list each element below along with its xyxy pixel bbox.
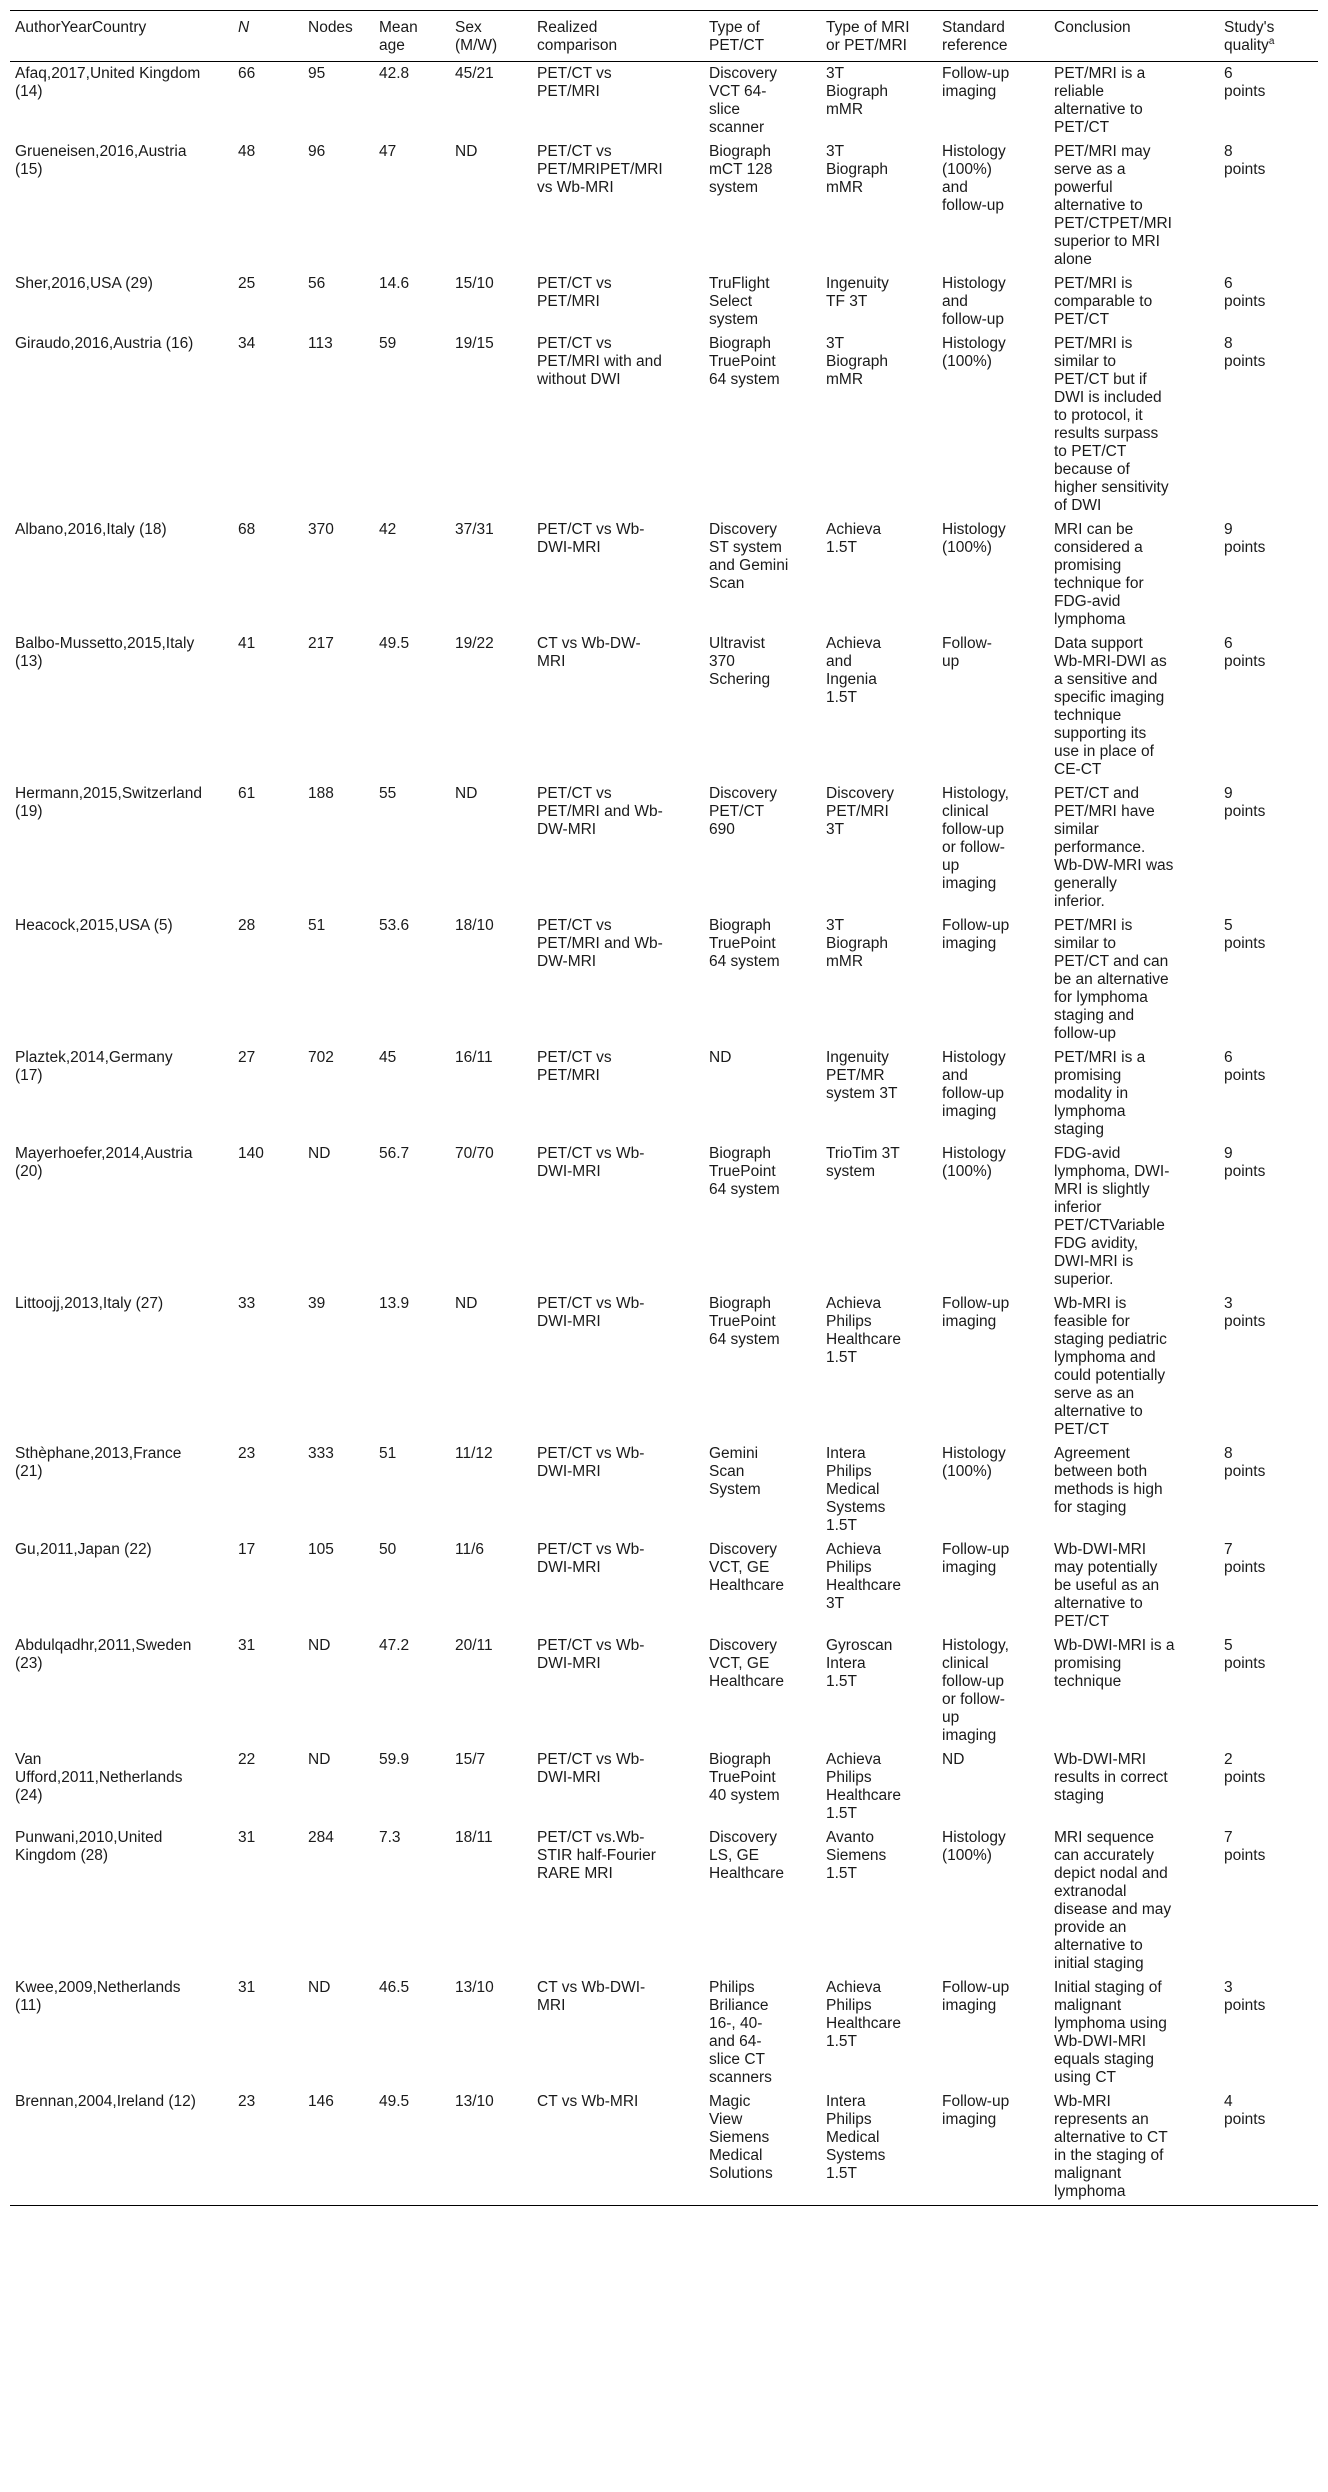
cell-mri-type: 3T Biograph mMR bbox=[826, 917, 889, 970]
header-sex: Sex (M/W) bbox=[450, 11, 532, 62]
cell-n: 66 bbox=[238, 65, 256, 82]
table-row bbox=[10, 1976, 1318, 2090]
cell-standard-reference: ND bbox=[942, 1751, 965, 1768]
cell-mri-type: Intera Philips Medical Systems 1.5T bbox=[826, 1445, 886, 1534]
cell-mri-type: Achieva Philips Healthcare 1.5T bbox=[826, 1295, 901, 1366]
cell-sex: 70/70 bbox=[455, 1145, 494, 1162]
cell-mean-age: 49.5 bbox=[379, 635, 410, 652]
cell-pet-ct-type: Ultravist 370 Schering bbox=[709, 635, 771, 688]
cell-nodes: 95 bbox=[308, 65, 326, 82]
table-row bbox=[10, 332, 1318, 518]
cell-conclusion: Initial staging of malignant lymphoma using Wb-DWI-MRI equals staging using CT bbox=[1054, 1979, 1167, 2086]
header-nodes: Nodes bbox=[303, 11, 374, 62]
cell-conclusion: Wb-DWI-MRI is a promising technique bbox=[1054, 1637, 1175, 1690]
cell-pet-ct-type: Biograph TruePoint 64 system bbox=[709, 1145, 780, 1198]
cell-author: Punwani,2010,United Kingdom (28) bbox=[15, 1829, 163, 1864]
cell-quality: 8 points bbox=[1224, 143, 1266, 178]
cell-quality: 8 points bbox=[1224, 1445, 1266, 1480]
cell-sex: 18/11 bbox=[455, 1829, 493, 1846]
cell-standard-reference: Follow-up imaging bbox=[942, 1979, 1010, 2014]
cell-pet-ct-type: ND bbox=[709, 1049, 732, 1066]
cell-comparison: PET/CT vs.Wb- STIR half-Fourier RARE MRI bbox=[537, 1829, 656, 1882]
cell-quality: 3 points bbox=[1224, 1979, 1266, 2014]
cell-conclusion: Wb-DWI-MRI may potentially be useful as an alternative to PET/CT bbox=[1054, 1541, 1160, 1630]
cell-n: 33 bbox=[238, 1295, 256, 1312]
table-row bbox=[10, 1442, 1318, 1538]
cell-conclusion: PET/MRI is similar to PET/CT but if DWI is included to protocol, it results surpass to PET/CT because of higher sensitivity of DWI bbox=[1054, 335, 1169, 514]
cell-n: 48 bbox=[238, 143, 256, 160]
cell-standard-reference: Histology and follow-up imaging bbox=[942, 1049, 1006, 1120]
table-header-row bbox=[10, 11, 1318, 62]
cell-n: 28 bbox=[238, 917, 256, 934]
table-row bbox=[10, 518, 1318, 632]
table-row bbox=[10, 782, 1318, 914]
footnote-marker: a bbox=[1268, 35, 1275, 47]
cell-sex: 19/22 bbox=[455, 635, 494, 652]
cell-mean-age: 55 bbox=[379, 785, 397, 802]
cell-mean-age: 56.7 bbox=[379, 1145, 410, 1162]
cell-comparison: PET/CT vs Wb- DWI-MRI bbox=[537, 1751, 645, 1786]
cell-n: 31 bbox=[238, 1979, 256, 1996]
cell-mri-type: Ingenuity PET/MR system 3T bbox=[826, 1049, 898, 1102]
cell-n: 61 bbox=[238, 785, 256, 802]
cell-standard-reference: Follow-up imaging bbox=[942, 1295, 1010, 1330]
cell-comparison: PET/CT vs PET/MRIPET/MRI vs Wb-MRI bbox=[537, 143, 663, 196]
header-quality-label: Study's quality bbox=[1224, 19, 1275, 54]
table-row bbox=[10, 1634, 1318, 1748]
header-mean-age: Mean age bbox=[374, 11, 450, 62]
cell-author: Kwee,2009,Netherlands (11) bbox=[15, 1979, 181, 2014]
cell-quality: 5 points bbox=[1224, 1637, 1266, 1672]
cell-quality: 6 points bbox=[1224, 65, 1266, 100]
cell-standard-reference: Histology (100%) bbox=[942, 1445, 1006, 1480]
cell-quality: 9 points bbox=[1224, 785, 1266, 820]
cell-mri-type: Avanto Siemens 1.5T bbox=[826, 1829, 887, 1882]
cell-conclusion: PET/MRI may serve as a powerful alternative to PET/CTPET/MRI superior to MRI alone bbox=[1054, 143, 1172, 268]
cell-n: 31 bbox=[238, 1637, 256, 1654]
cell-comparison: PET/CT vs Wb- DWI-MRI bbox=[537, 1445, 645, 1480]
cell-pet-ct-type: TruFlight Select system bbox=[709, 275, 770, 328]
cell-conclusion: FDG-avid lymphoma, DWI- MRI is slightly inferior PET/CTVariable FDG avidity, DWI-MRI is superior. bbox=[1054, 1145, 1170, 1288]
table-row bbox=[10, 140, 1318, 272]
cell-comparison: PET/CT vs Wb- DWI-MRI bbox=[537, 1145, 645, 1180]
cell-conclusion: Wb-MRI represents an alternative to CT in the staging of malignant lymphoma bbox=[1049, 2090, 1219, 2206]
cell-author: Plaztek,2014,Germany (17) bbox=[15, 1049, 173, 1084]
cell-quality: 6 points bbox=[1224, 1049, 1266, 1084]
cell-sex: 19/15 bbox=[455, 335, 494, 352]
cell-pet-ct-type: Discovery LS, GE Healthcare bbox=[709, 1829, 784, 1882]
cell-n: 27 bbox=[238, 1049, 256, 1066]
cell-comparison: CT vs Wb-DWI- MRI bbox=[537, 1979, 646, 2014]
cell-pet-ct-type: Discovery VCT, GE Healthcare bbox=[709, 1637, 784, 1690]
header-author: AuthorYearCountry bbox=[10, 11, 233, 62]
header-conclusion: Conclusion bbox=[1049, 11, 1219, 62]
cell-pet-ct-type: Discovery PET/CT 690 bbox=[709, 785, 778, 838]
cell-conclusion: PET/CT and PET/MRI have similar performance. Wb-DW-MRI was generally inferior. bbox=[1054, 785, 1174, 910]
table-row bbox=[10, 632, 1318, 782]
cell-standard-reference: Follow- up bbox=[942, 635, 992, 670]
cell-sex: 15/7 bbox=[455, 1751, 486, 1768]
cell-conclusion: PET/MRI is similar to PET/CT and can be an alternative for lymphoma staging and follow-up bbox=[1054, 917, 1169, 1042]
cell-pet-ct-type: Magic View Siemens Medical Solutions bbox=[704, 2090, 821, 2206]
table-row bbox=[10, 1046, 1318, 1142]
cell-author: Mayerhoefer,2014,Austria (20) bbox=[15, 1145, 193, 1180]
cell-mri-type: Intera Philips Medical Systems 1.5T bbox=[821, 2090, 937, 2206]
table-body bbox=[10, 62, 1318, 2206]
cell-nodes: ND bbox=[308, 1145, 331, 1162]
cell-sex: 13/10 bbox=[455, 1979, 494, 1996]
cell-author: Heacock,2015,USA (5) bbox=[15, 917, 173, 934]
cell-nodes: 39 bbox=[308, 1295, 326, 1312]
table-row bbox=[10, 1142, 1318, 1292]
cell-mri-type: TrioTim 3T system bbox=[826, 1145, 900, 1180]
cell-standard-reference: Histology and follow-up bbox=[942, 275, 1006, 328]
header-quality bbox=[1219, 11, 1318, 62]
cell-mean-age: 14.6 bbox=[379, 275, 410, 292]
cell-conclusion: Wb-DWI-MRI results in correct staging bbox=[1054, 1751, 1168, 1804]
cell-mean-age: 47 bbox=[379, 143, 397, 160]
cell-standard-reference: Histology (100%) bbox=[942, 521, 1006, 556]
cell-conclusion: MRI sequence can accurately depict nodal and extranodal disease and may provide an alternative to initial staging bbox=[1054, 1829, 1172, 1972]
cell-author: Sher,2016,USA (29) bbox=[15, 275, 153, 292]
cell-standard-reference: Histology (100%) bbox=[942, 1145, 1006, 1180]
cell-pet-ct-type: Biograph TruePoint 64 system bbox=[709, 335, 780, 388]
table-row bbox=[10, 914, 1318, 1046]
header-pet-ct: Type of PET/CT bbox=[704, 11, 821, 62]
cell-sex: ND bbox=[455, 143, 478, 160]
table-row bbox=[10, 1826, 1318, 1976]
cell-comparison: PET/CT vs PET/MRI bbox=[537, 65, 612, 100]
cell-standard-reference: Histology, clinical follow-up or follow- up imaging bbox=[942, 785, 1009, 892]
cell-author: Hermann,2015,Switzerland (19) bbox=[15, 785, 202, 820]
cell-standard-reference: Histology (100%) bbox=[942, 1829, 1006, 1864]
cell-n: 41 bbox=[238, 635, 256, 652]
cell-conclusion: PET/MRI is comparable to PET/CT bbox=[1054, 275, 1153, 328]
cell-author: Abdulqadhr,2011,Sweden (23) bbox=[15, 1637, 192, 1672]
header-reference: Standard reference bbox=[937, 11, 1049, 62]
cell-author: Brennan,2004,Ireland (12) bbox=[10, 2090, 233, 2206]
cell-mean-age: 7.3 bbox=[379, 1829, 401, 1846]
cell-comparison: PET/CT vs Wb- DWI-MRI bbox=[537, 1637, 645, 1672]
cell-author: Van Ufford,2011,Netherlands (24) bbox=[15, 1751, 183, 1804]
cell-sex: 11/6 bbox=[455, 1541, 485, 1558]
cell-n: 22 bbox=[238, 1751, 256, 1768]
cell-mean-age: 13.9 bbox=[379, 1295, 410, 1312]
cell-mri-type: Ingenuity TF 3T bbox=[826, 275, 889, 310]
cell-quality: 9 points bbox=[1224, 1145, 1266, 1180]
cell-sex: 11/12 bbox=[455, 1445, 493, 1462]
cell-n: 31 bbox=[238, 1829, 256, 1846]
cell-mri-type: Achieva Philips Healthcare 1.5T bbox=[826, 1751, 901, 1822]
cell-sex: 20/11 bbox=[455, 1637, 493, 1654]
cell-mri-type: Achieva Philips Healthcare 1.5T bbox=[826, 1979, 901, 2050]
cell-nodes: ND bbox=[308, 1751, 331, 1768]
cell-author: Afaq,2017,United Kingdom (14) bbox=[15, 65, 201, 100]
cell-n: 68 bbox=[238, 521, 256, 538]
cell-comparison: PET/CT vs Wb- DWI-MRI bbox=[537, 1295, 645, 1330]
cell-nodes: 146 bbox=[303, 2090, 374, 2206]
cell-nodes: 284 bbox=[308, 1829, 334, 1846]
cell-n: 17 bbox=[238, 1541, 256, 1558]
cell-conclusion: PET/MRI is a promising modality in lymphoma staging bbox=[1054, 1049, 1146, 1138]
cell-mean-age: 47.2 bbox=[379, 1637, 410, 1654]
cell-comparison: PET/CT vs Wb- DWI-MRI bbox=[537, 1541, 645, 1576]
cell-author: Balbo-Mussetto,2015,Italy (13) bbox=[15, 635, 195, 670]
cell-n: 25 bbox=[238, 275, 256, 292]
header-mri: Type of MRI or PET/MRI bbox=[821, 11, 937, 62]
cell-pet-ct-type: Discovery VCT, GE Healthcare bbox=[709, 1541, 784, 1594]
cell-quality: 5 points bbox=[1224, 917, 1266, 952]
cell-mean-age: 50 bbox=[379, 1541, 397, 1558]
cell-standard-reference: Follow-up imaging bbox=[937, 2090, 1049, 2206]
cell-mri-type: 3T Biograph mMR bbox=[826, 335, 889, 388]
cell-pet-ct-type: Discovery VCT 64- slice scanner bbox=[709, 65, 778, 136]
cell-nodes: 188 bbox=[308, 785, 334, 802]
cell-sex: 45/21 bbox=[455, 65, 494, 82]
cell-quality: 9 points bbox=[1224, 521, 1266, 556]
cell-standard-reference: Follow-up imaging bbox=[942, 917, 1010, 952]
cell-mean-age: 42.8 bbox=[379, 65, 410, 82]
cell-author: Albano,2016,Italy (18) bbox=[15, 521, 167, 538]
cell-mean-age: 42 bbox=[379, 521, 397, 538]
cell-mri-type: Achieva and Ingenia 1.5T bbox=[826, 635, 882, 706]
cell-mri-type: Achieva Philips Healthcare 3T bbox=[826, 1541, 901, 1612]
cell-pet-ct-type: Gemini Scan System bbox=[709, 1445, 761, 1498]
cell-pet-ct-type: Discovery ST system and Gemini Scan bbox=[709, 521, 789, 592]
table-row bbox=[10, 62, 1318, 141]
cell-quality: 6 points bbox=[1224, 635, 1266, 670]
cell-standard-reference: Histology (100%) bbox=[942, 335, 1006, 370]
cell-nodes: 56 bbox=[308, 275, 326, 292]
header-comparison: Realized comparison bbox=[532, 11, 704, 62]
cell-pet-ct-type: Biograph TruePoint 40 system bbox=[709, 1751, 780, 1804]
cell-mri-type: 3T Biograph mMR bbox=[826, 65, 889, 118]
cell-mean-age: 59.9 bbox=[379, 1751, 410, 1768]
cell-sex: ND bbox=[455, 785, 478, 802]
cell-n: 23 bbox=[238, 1445, 256, 1462]
header-n: N bbox=[233, 11, 303, 62]
cell-mean-age: 45 bbox=[379, 1049, 397, 1066]
cell-comparison: CT vs Wb-MRI bbox=[532, 2090, 704, 2206]
cell-nodes: 51 bbox=[308, 917, 326, 934]
cell-comparison: PET/CT vs Wb- DWI-MRI bbox=[537, 521, 645, 556]
table-row bbox=[10, 1538, 1318, 1634]
cell-comparison: PET/CT vs PET/MRI bbox=[537, 275, 612, 310]
cell-nodes: 333 bbox=[308, 1445, 334, 1462]
cell-author: Sthèphane,2013,France (21) bbox=[15, 1445, 182, 1480]
cell-nodes: 105 bbox=[308, 1541, 334, 1558]
cell-mri-type: Achieva 1.5T bbox=[826, 521, 882, 556]
cell-quality: 8 points bbox=[1224, 335, 1266, 370]
cell-quality: 4 points bbox=[1219, 2090, 1318, 2206]
table-row bbox=[10, 272, 1318, 332]
cell-mean-age: 53.6 bbox=[379, 917, 410, 934]
cell-standard-reference: Histology, clinical follow-up or follow- up imaging bbox=[942, 1637, 1009, 1744]
cell-mri-type: Gyroscan Intera 1.5T bbox=[826, 1637, 893, 1690]
cell-quality: 3 points bbox=[1224, 1295, 1266, 1330]
cell-mean-age: 46.5 bbox=[379, 1979, 410, 1996]
cell-comparison: PET/CT vs PET/MRI and Wb- DW-MRI bbox=[537, 917, 663, 970]
studies-table bbox=[10, 10, 1318, 2206]
cell-conclusion: PET/MRI is a reliable alternative to PET/CT bbox=[1054, 65, 1146, 136]
cell-sex: 15/10 bbox=[455, 275, 494, 292]
cell-conclusion: Agreement between both methods is high for staging bbox=[1054, 1445, 1163, 1516]
cell-sex: 37/31 bbox=[455, 521, 494, 538]
cell-n: 23 bbox=[233, 2090, 303, 2206]
table-row bbox=[10, 1748, 1318, 1826]
cell-standard-reference: Follow-up imaging bbox=[942, 65, 1010, 100]
cell-quality: 2 points bbox=[1224, 1751, 1266, 1786]
cell-nodes: ND bbox=[308, 1637, 331, 1654]
cell-pet-ct-type: Philips Briliance 16-, 40- and 64- slice CT scanners bbox=[709, 1979, 772, 2086]
cell-mean-age: 51 bbox=[379, 1445, 397, 1462]
cell-comparison: PET/CT vs PET/MRI and Wb- DW-MRI bbox=[537, 785, 663, 838]
cell-sex: 13/10 bbox=[450, 2090, 532, 2206]
cell-quality: 7 points bbox=[1224, 1829, 1266, 1864]
cell-mean-age: 59 bbox=[379, 335, 397, 352]
cell-comparison: CT vs Wb-DW- MRI bbox=[537, 635, 641, 670]
cell-mean-age: 49.5 bbox=[374, 2090, 450, 2206]
cell-mri-type: Discovery PET/MRI 3T bbox=[826, 785, 895, 838]
cell-n: 140 bbox=[238, 1145, 264, 1162]
cell-comparison: PET/CT vs PET/MRI with and without DWI bbox=[537, 335, 662, 388]
cell-sex: 16/11 bbox=[455, 1049, 493, 1066]
cell-nodes: 113 bbox=[308, 335, 333, 352]
cell-author: Littoojj,2013,Italy (27) bbox=[15, 1295, 164, 1312]
cell-conclusion: Wb-MRI is feasible for staging pediatric lymphoma and could potentially serve as an alternative to PET/CT bbox=[1054, 1295, 1167, 1438]
cell-nodes: 370 bbox=[308, 521, 334, 538]
cell-quality: 6 points bbox=[1224, 275, 1266, 310]
cell-conclusion: MRI can be considered a promising technique for FDG-avid lymphoma bbox=[1054, 521, 1144, 628]
cell-pet-ct-type: Biograph TruePoint 64 system bbox=[709, 917, 780, 970]
table-row bbox=[10, 2090, 1318, 2206]
cell-n: 34 bbox=[238, 335, 256, 352]
cell-author: Grueneisen,2016,Austria (15) bbox=[15, 143, 187, 178]
cell-standard-reference: Histology (100%) and follow-up bbox=[942, 143, 1006, 214]
table-row bbox=[10, 1292, 1318, 1442]
cell-author: Gu,2011,Japan (22) bbox=[15, 1541, 152, 1558]
cell-nodes: 702 bbox=[308, 1049, 334, 1066]
cell-quality: 7 points bbox=[1224, 1541, 1266, 1576]
cell-sex: ND bbox=[455, 1295, 478, 1312]
cell-pet-ct-type: Biograph TruePoint 64 system bbox=[709, 1295, 780, 1348]
cell-author: Giraudo,2016,Austria (16) bbox=[15, 335, 194, 352]
cell-pet-ct-type: Biograph mCT 128 system bbox=[709, 143, 773, 196]
cell-conclusion: Data support Wb-MRI-DWI as a sensitive and specific imaging technique supporting its use in place of CE-CT bbox=[1054, 635, 1167, 778]
cell-nodes: ND bbox=[308, 1979, 331, 1996]
cell-comparison: PET/CT vs PET/MRI bbox=[537, 1049, 612, 1084]
cell-nodes: 96 bbox=[308, 143, 326, 160]
cell-standard-reference: Follow-up imaging bbox=[942, 1541, 1010, 1576]
cell-sex: 18/10 bbox=[455, 917, 494, 934]
cell-mri-type: 3T Biograph mMR bbox=[826, 143, 889, 196]
cell-nodes: 217 bbox=[308, 635, 334, 652]
